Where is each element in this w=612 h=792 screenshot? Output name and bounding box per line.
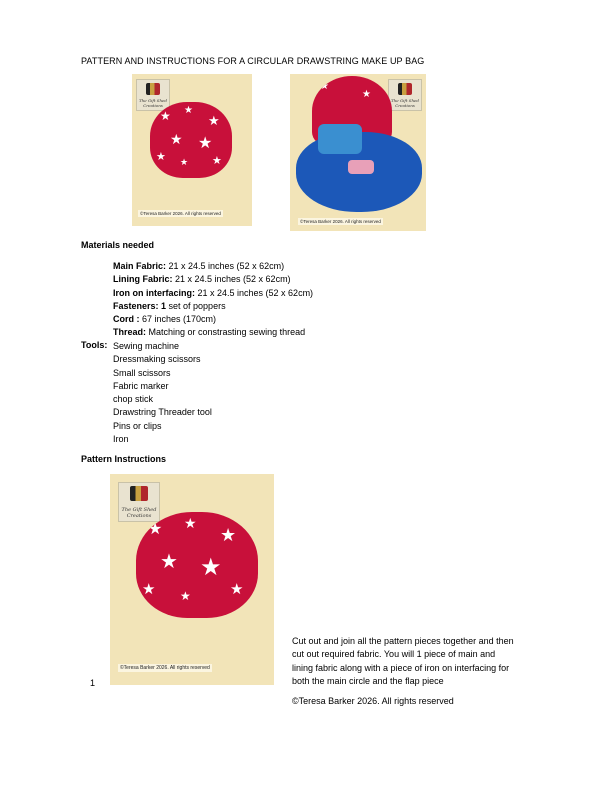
bag-image: ★ ★ ★ ★ ★ ★ ★ ★ xyxy=(136,512,258,618)
materials-list xyxy=(113,260,413,340)
tool-item: Small scissors xyxy=(113,367,171,378)
tool-item: Pins or clips xyxy=(113,420,162,431)
material-item: Lining Fabric: 21 x 24.5 inches (52 x 62cm) xyxy=(113,274,291,285)
material-item: Thread: Matching or constrasting sewing thread xyxy=(113,327,306,338)
tool-item: Dressmaking scissors xyxy=(113,354,201,365)
pink-item-image xyxy=(348,160,374,174)
tool-item: chop stick xyxy=(113,394,154,405)
logo-text-line2: Creations xyxy=(143,102,163,108)
instruction-line: lining fabric along with a piece of iron on interfacing for xyxy=(292,662,510,673)
instruction-line: both the main circle and the flap piece xyxy=(292,676,444,687)
bag-image: ★ ★ ★ ★ ★ ★ ★ ★ xyxy=(150,102,232,178)
bag-flap-image: ★ ★ xyxy=(312,76,392,146)
photo-closed-bag xyxy=(132,74,252,226)
logo-text-line2: Creations xyxy=(395,102,415,108)
pouch-contents-image xyxy=(318,124,362,154)
logo-text-line1: The Gift Shed xyxy=(139,98,167,103)
instruction-line: cut out required fabric. You will 1 piece of main and xyxy=(292,649,496,660)
photo-copyright: ©Teresa Barker 2026. All rights reserved xyxy=(300,219,381,224)
page-number: 1 xyxy=(90,678,96,688)
tool-item: Sewing machine xyxy=(113,341,180,351)
photo-copyright: ©Teresa Barker 2026. All rights reserved xyxy=(140,211,221,216)
instructions-paragraph xyxy=(292,635,552,689)
photo-copyright: ©Teresa Barker 2026. All rights reserved xyxy=(120,665,210,671)
document-title: PATTERN AND INSTRUCTIONS FOR A CIRCULAR DRAWSTRING MAKE UP BAG xyxy=(81,56,425,66)
instruction-line: Cut out and join all the pattern pieces together and then xyxy=(292,636,514,646)
tools-list xyxy=(113,340,363,446)
tool-item: Iron xyxy=(113,434,129,445)
material-item: Iron on interfacing: 21 x 24.5 inches (52 x 62cm) xyxy=(113,287,314,298)
logo-text-line1: The Gift Shed xyxy=(121,507,157,513)
material-item: Fasteners: 1 set of poppers xyxy=(113,300,226,311)
materials-heading: Materials needed xyxy=(81,240,155,250)
gift-shed-logo xyxy=(118,482,160,522)
logo-text-line1: The Gift Shed xyxy=(391,98,419,103)
tools-label: Tools: xyxy=(81,340,108,350)
material-item: Cord : 67 inches (170cm) xyxy=(113,314,217,325)
tool-item: Fabric marker xyxy=(113,380,169,391)
gift-shed-logo xyxy=(136,79,170,111)
tool-item: Drawstring Threader tool xyxy=(113,407,212,418)
material-item: Main Fabric: 21 x 24.5 inches (52 x 62cm) xyxy=(113,261,285,271)
photo-open-bag xyxy=(290,74,426,231)
photo-pattern-bag xyxy=(110,474,274,685)
pattern-heading: Pattern Instructions xyxy=(81,454,167,464)
logo-text-line2: Creations xyxy=(126,512,152,519)
gift-shed-logo xyxy=(388,79,422,111)
footer-copyright: ©Teresa Barker 2026. All rights reserved xyxy=(292,696,454,706)
